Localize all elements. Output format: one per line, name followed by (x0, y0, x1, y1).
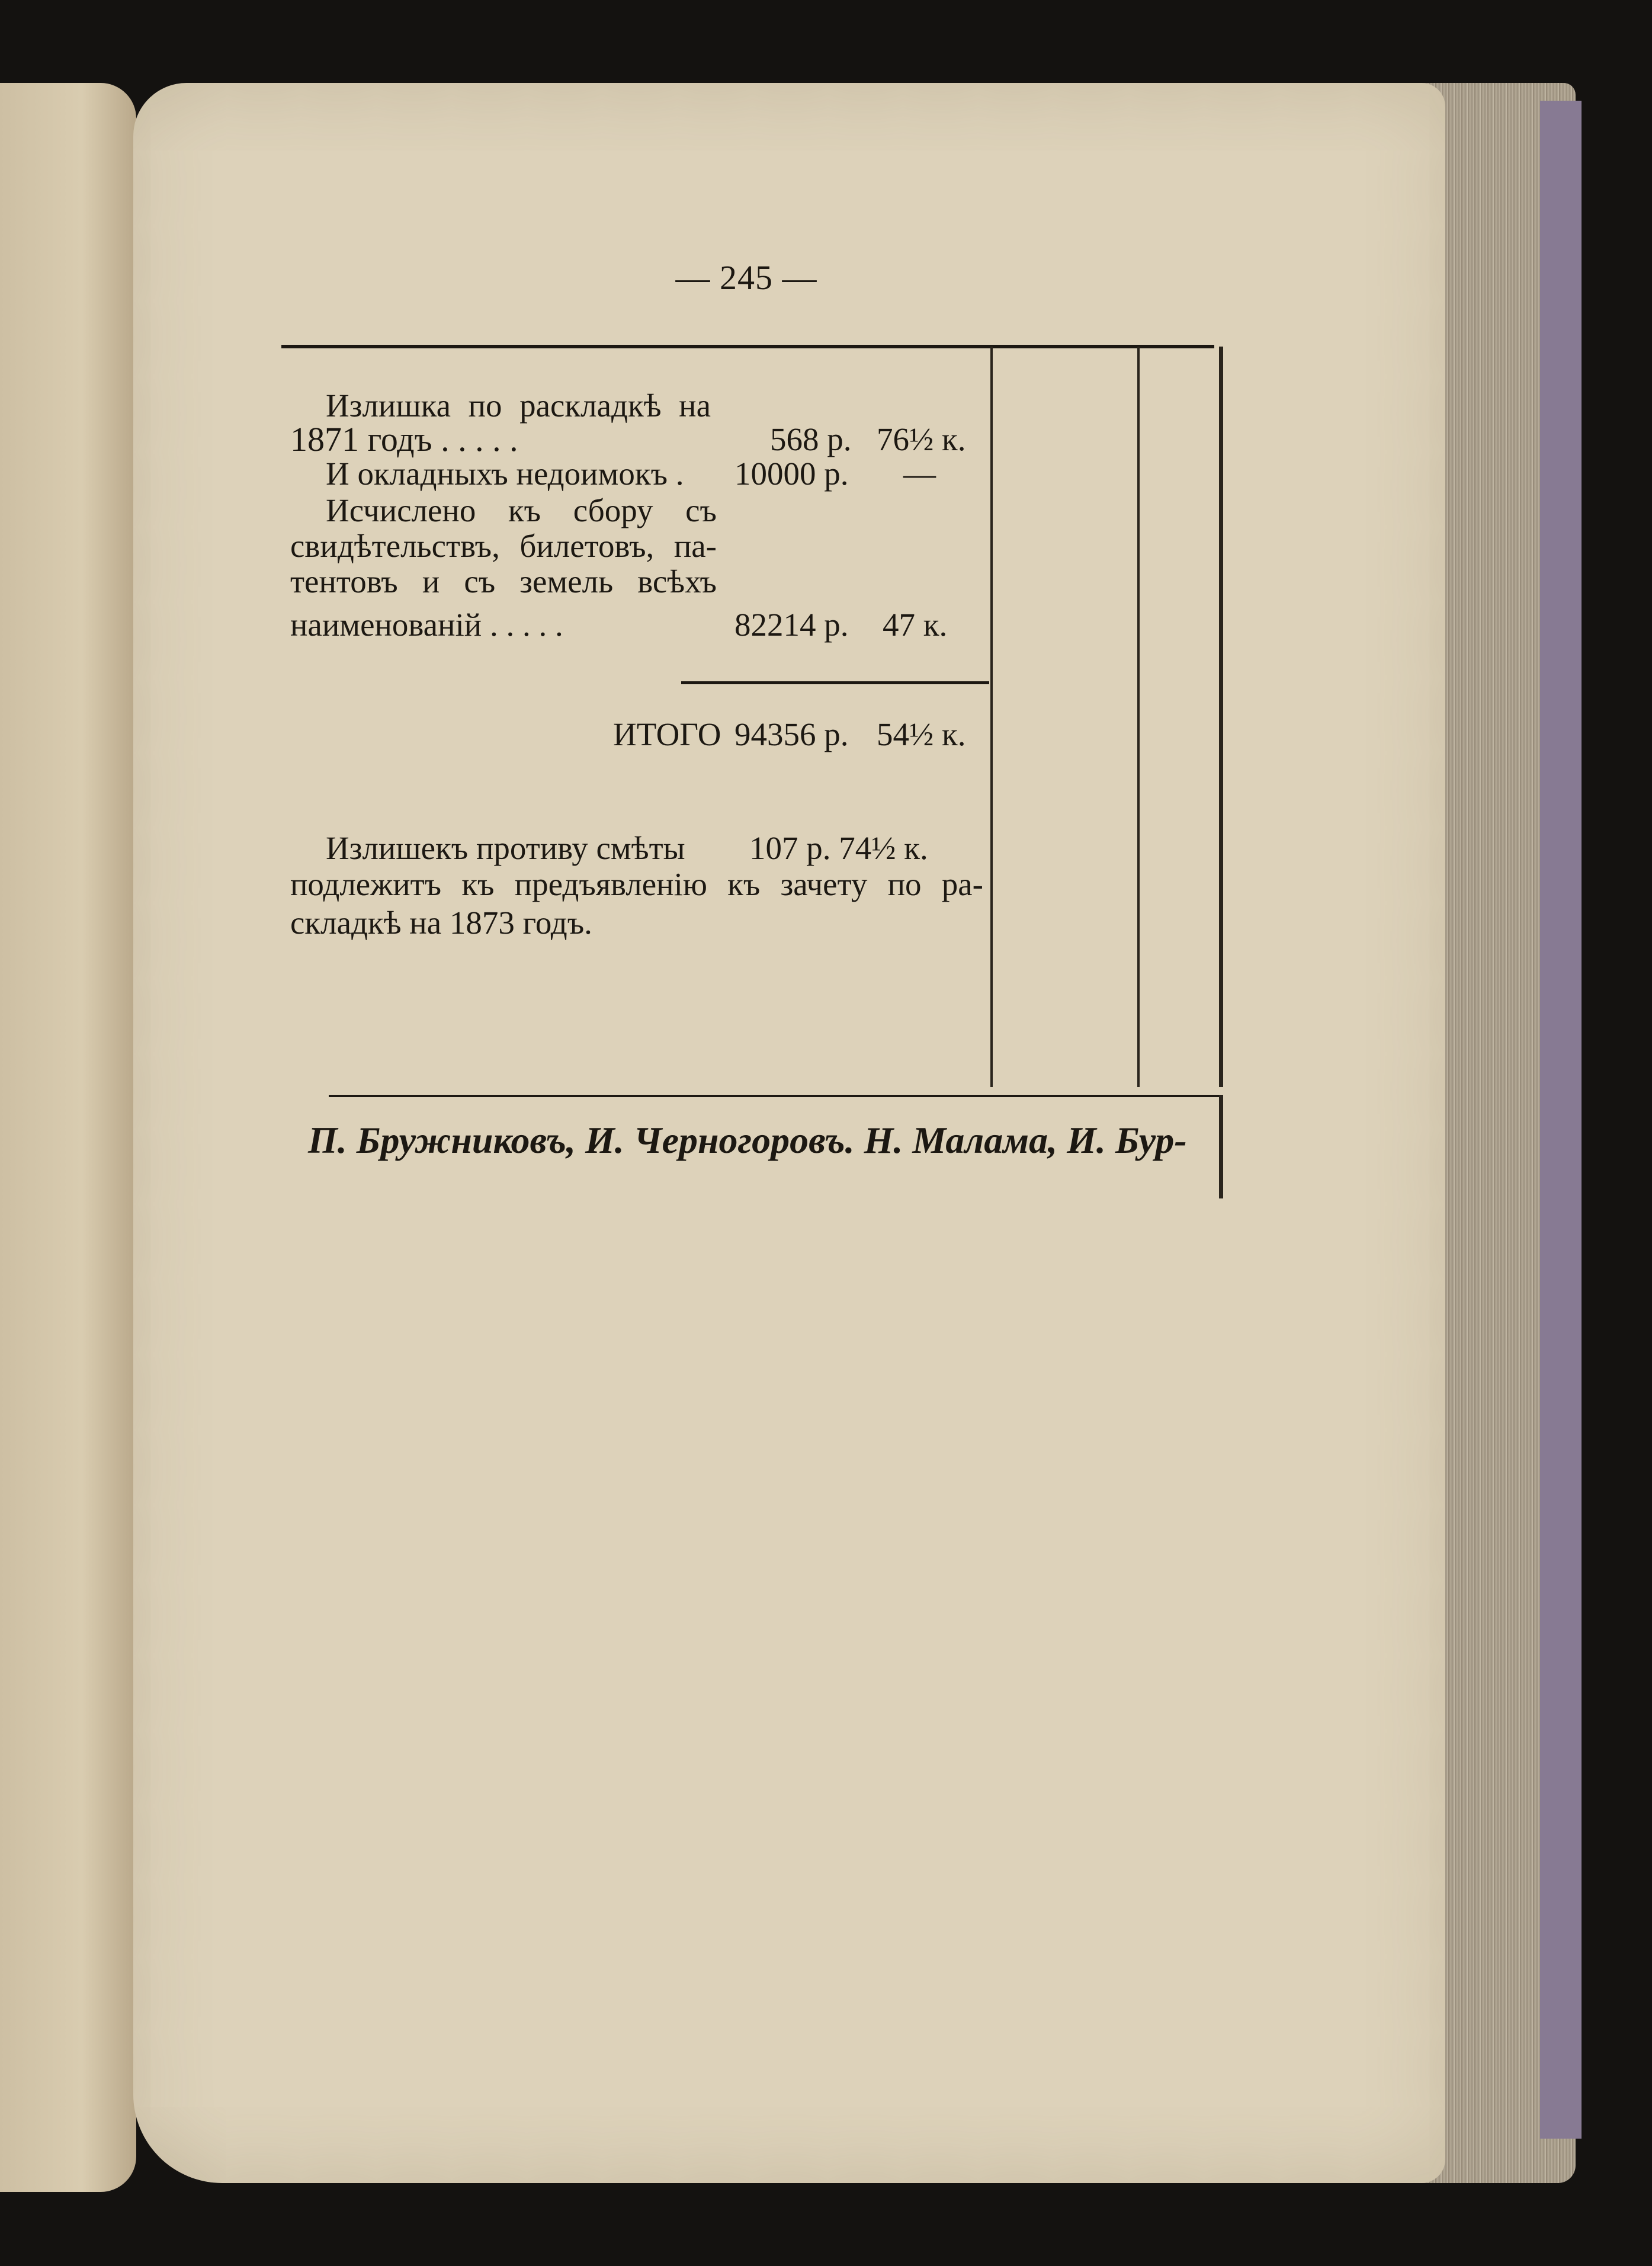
excess-text: подлежитъ къ предъявленію къ зачету по ра- (290, 866, 983, 902)
entry-text: И окладныхъ недоимокъ . (326, 456, 684, 492)
column-divider-1 (990, 347, 993, 1087)
total-kopecks: 54½ к. (877, 716, 966, 752)
total-label: ИТОГО (613, 716, 721, 752)
signature-side-rule (1219, 1095, 1223, 1198)
excess-text: складкѣ на 1873 годъ. (290, 905, 592, 941)
entry-rubles: 10000 р. (734, 456, 849, 492)
excess-text: Излишекъ противу смѣты (326, 830, 685, 866)
excess-amount: 107 р. 74½ к. (749, 830, 928, 866)
table-top-rule (281, 345, 1214, 348)
entry-kopecks: 47 к. (883, 607, 948, 643)
entry-kopecks: 76½ к. (877, 421, 966, 457)
entry-kopecks: — (903, 456, 936, 492)
signatures-line: П. Бружниковъ, И. Черногоровъ. Н. Малама, И. Бур- (308, 1119, 1187, 1161)
entry-rubles: 82214 р. (734, 607, 849, 643)
entry-text: 1871 годъ . . . . . (290, 420, 518, 459)
entry-text: наименованій . . . . . (290, 607, 563, 643)
entry-text: свидѣтельствъ, билетовъ, па- (290, 528, 717, 564)
left-page-text-fragments (0, 355, 130, 1303)
entry-text: Исчислено къ сбору съ (326, 492, 717, 528)
book-cover-edge (1540, 101, 1582, 2139)
page-number: — 245 — (675, 258, 817, 297)
entry-text: тентовъ и съ земель всѣхъ (290, 563, 717, 600)
total-rubles: 94356 р. (734, 716, 849, 752)
table-bottom-rule (329, 1095, 1223, 1097)
subtotal-rule (681, 681, 989, 684)
column-divider-2 (1137, 347, 1140, 1087)
column-divider-3 (1219, 347, 1223, 1087)
entry-rubles: 568 р. (770, 421, 852, 457)
entry-text: Излишка по раскладкѣ на (326, 387, 711, 424)
